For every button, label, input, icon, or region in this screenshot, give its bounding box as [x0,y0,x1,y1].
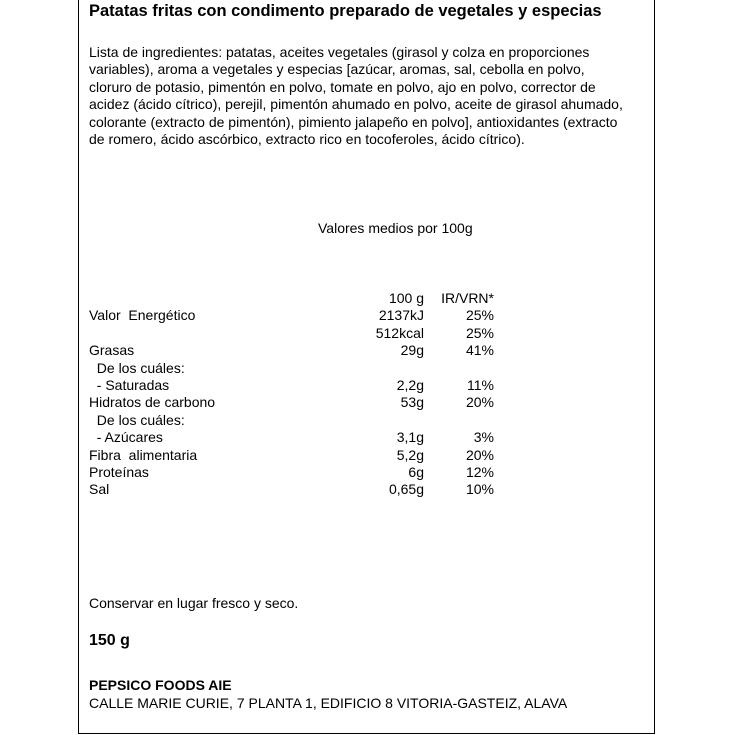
nutrition-label: De los cuáles: [89,411,185,428]
nutrition-pct: 25% [465,307,494,324]
nutrition-pct: 12% [465,463,494,480]
nutrition-value: 2137kJ [378,307,424,324]
nutrition-pct: 3% [473,429,494,446]
nutrition-header-row [89,290,509,307]
nutrition-row [89,447,509,464]
nutrition-value: 5,2g [396,446,424,463]
nutrition-pct: 41% [465,342,494,359]
nutrition-pct: 25% [465,324,494,341]
nutrition-table [89,290,509,499]
nutrition-row [89,307,509,324]
nutrition-pct: 10% [465,481,494,498]
nutrition-pct: 11% [467,376,494,393]
ingredients-list: Lista de ingredientes: patatas, aceites vegetales (girasol y colza en proporciones variables), aroma a vegetales y especias [azúcar, aromas, sal, cebolla en polvo, cloruro de potasio, pimentón en polvo, tomate en polvo, ajo en polvo, corrector de acidez (ácido cítrico), perejil, pimentón ahumado en polvo, aceite de girasol ahumado, colorante (extracto de pimentón), pimiento jalapeño en polvo], antioxidantes (extracto de romero, ácido ascórbico, extracto rico en tocoferoles, ácido cítrico). [89,44,623,148]
nutrition-value: 3,1g [396,429,424,446]
nutrition-label: Sal [89,481,110,498]
nutrition-value: 512kcal [375,324,424,341]
nutrition-label: De los cuáles: [89,359,185,376]
nutrition-label: Proteínas [89,463,149,480]
company-name: PEPSICO FOODS AIE [89,677,232,693]
nutrition-subtitle: Valores medios por 100g [318,220,473,236]
nutrition-pct: 20% [465,394,494,411]
storage-instructions: Conservar en lugar fresco y seco. [89,595,299,611]
nutrition-row [89,412,509,429]
nutrition-value: 2,2g [396,376,424,393]
nutrition-pct: 20% [465,446,494,463]
nutrition-row [89,360,509,377]
nutrition-value: 29g [400,342,424,359]
nutrition-row [89,464,509,481]
nutrition-label: Fibra alimentaria [89,446,198,463]
company-address: CALLE MARIE CURIE, 7 PLANTA 1, EDIFICIO 8 VITORIA-GASTEIZ, ALAVA [89,695,568,711]
nutrition-row [89,325,509,342]
nutrition-header-value: 100 g [388,290,424,306]
nutrition-row [89,481,509,498]
nutrition-label: Grasas [89,342,135,359]
nutrition-header-pct: IR/VRN* [441,290,494,306]
nutrition-label: Hidratos de carbono [89,394,216,411]
nutrition-value: 53g [400,394,424,411]
nutrition-value: 6g [408,463,424,480]
nutrition-label: - Azúcares [89,429,163,446]
nutrition-row [89,342,509,359]
product-title: Patatas fritas con condimento preparado de vegetales y especias [89,2,602,20]
nutrition-row [89,377,509,394]
nutrition-label: - Saturadas [89,376,170,393]
nutrition-value: 0,65g [388,481,424,498]
nutrition-row [89,429,509,446]
nutrition-row [89,394,509,411]
nutrition-label: Valor Energético [89,307,196,324]
net-weight: 150 g [89,632,130,649]
